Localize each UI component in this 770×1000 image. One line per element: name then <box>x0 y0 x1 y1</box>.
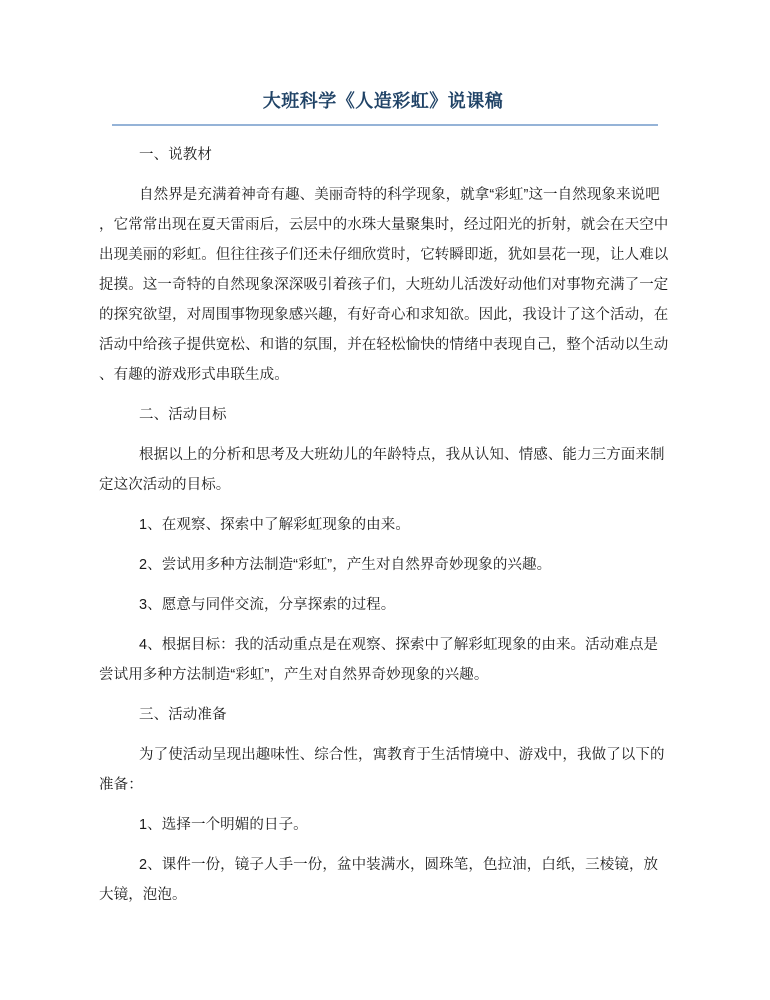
text-line: 的探究欲望，对周围事物现象感兴趣，有好奇心和求知欲。因此，我设计了这个活动，在 <box>99 307 669 323</box>
text-line: 捉摸。这一奇特的自然现象深深吸引着孩子们，大班幼儿活泼好动他们对事物充满了一定 <box>99 277 669 293</box>
text-line: ，它常常出现在夏天雷雨后，云层中的水珠大量聚集时，经过阳光的折射，就会在天空中 <box>99 217 669 233</box>
text-line: 1、在观察、探索中了解彩虹现象的由来。 <box>139 517 410 533</box>
goal-item-3 <box>99 590 667 620</box>
section-heading-2 <box>99 400 667 430</box>
text-line: 尝试用多种方法制造“彩虹”，产生对自然界奇妙现象的兴趣。 <box>99 667 489 683</box>
text-line: 大镜，泡泡。 <box>99 887 187 903</box>
goal-item-1 <box>99 510 667 540</box>
goal-item-4 <box>99 630 667 690</box>
preparation-item-2 <box>99 850 667 910</box>
paragraph-goal-intro <box>99 440 667 500</box>
text-line: 活动中给孩子提供宽松、和谐的氛围，并在轻松愉快的情绪中表现自己，整个活动以生动 <box>99 337 669 353</box>
section-heading-3 <box>99 700 667 730</box>
text-line: 2、课件一份，镜子人手一份，盆中装满水，圆珠笔，色拉油，白纸，三棱镜，放 <box>139 857 659 873</box>
text-line: 4、根据目标：我的活动重点是在观察、探索中了解彩虹现象的由来。活动难点是 <box>139 637 659 653</box>
text-line: 自然界是充满着神奇有趣、美丽奇特的科学现象，就拿“彩虹”这一自然现象来说吧 <box>139 187 660 203</box>
document-body <box>99 140 667 910</box>
text-line: 根据以上的分析和思考及大班幼儿的年龄特点，我从认知、情感、能力三方面来制 <box>139 447 665 463</box>
goal-item-2 <box>99 550 667 580</box>
text-line: 准备： <box>99 777 143 793</box>
preparation-item-1 <box>99 810 667 840</box>
text-line: 出现美丽的彩虹。但往往孩子们还未仔细欣赏时，它转瞬即逝，犹如昙花一现，让人难以 <box>99 247 669 263</box>
title-divider <box>112 124 658 126</box>
text-line: 三、活动准备 <box>139 707 227 723</box>
text-line: 1、选择一个明媚的日子。 <box>139 817 308 833</box>
text-line: 、有趣的游戏形式串联生成。 <box>99 367 289 383</box>
paragraph-teaching-material <box>99 180 667 390</box>
text-line: 3、愿意与同伴交流，分享探索的过程。 <box>139 597 396 613</box>
section-heading-1 <box>99 140 667 170</box>
page-title: 大班科学《人造彩虹》说课稿 <box>262 91 504 111</box>
text-line: 为了使活动呈现出趣味性、综合性，寓教育于生活情境中、游戏中，我做了以下的 <box>139 747 665 763</box>
paragraph-preparation-intro <box>99 740 667 800</box>
text-line: 定这次活动的目标。 <box>99 477 231 493</box>
text-line: 2、尝试用多种方法制造“彩虹”，产生对自然界奇妙现象的兴趣。 <box>139 557 552 573</box>
text-line: 二、活动目标 <box>139 407 227 423</box>
text-line: 一、说教材 <box>139 147 212 163</box>
